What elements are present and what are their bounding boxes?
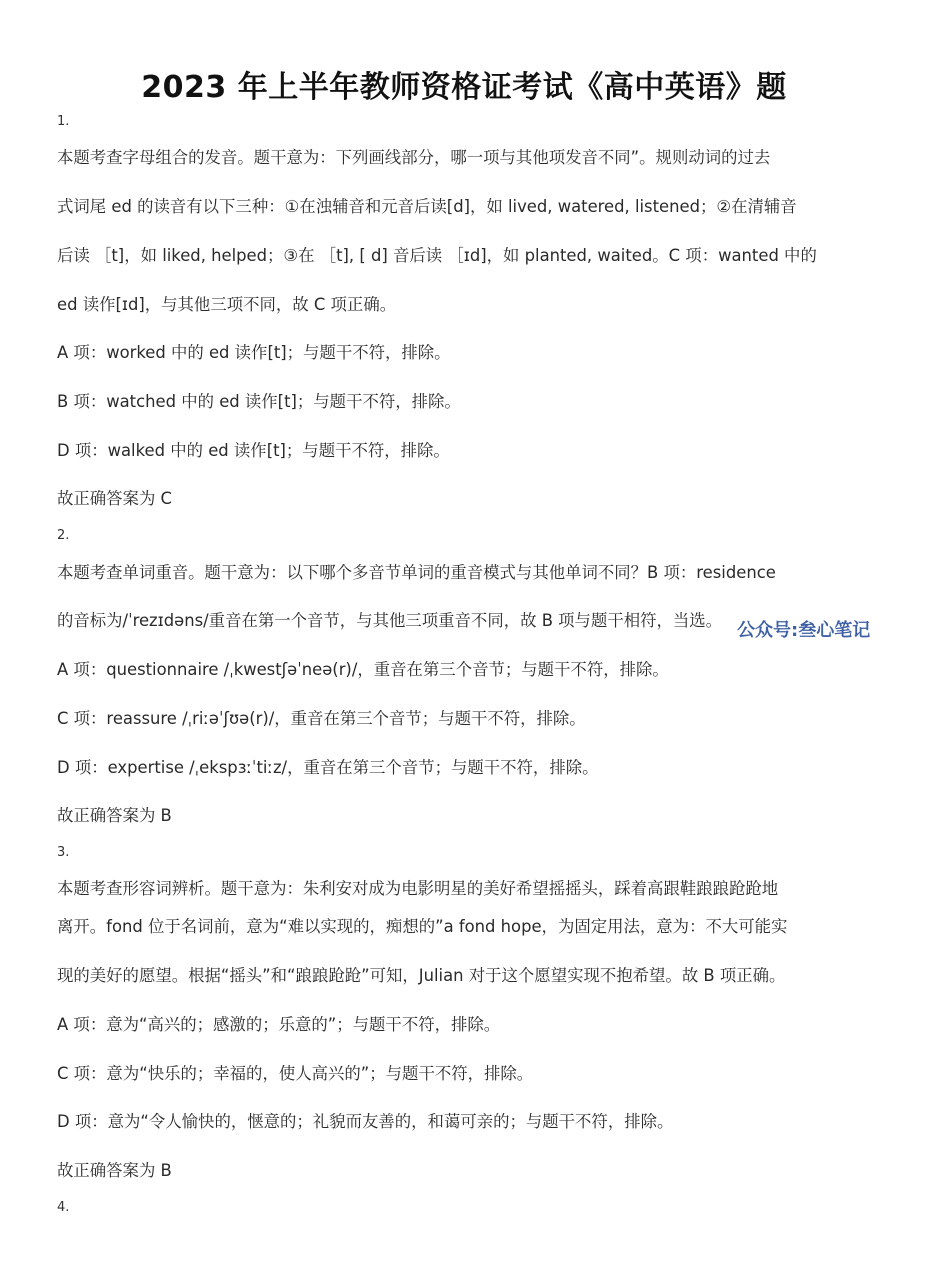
page-title: 2023 年上半年教师资格证考试《高中英语》题	[141, 70, 787, 105]
question-2-option-a: A 项：questionnaire /ˌkwestʃəˈneə(r)/，重音在第三个音节；与题干不符，排除。	[57, 660, 669, 679]
question-3-line-3: 现的美好的愿望。根据“摇头”和“踉踉跄跄”可知，Julian 对于这个愿望实现不抱希望。故 B 项正确。	[57, 966, 786, 985]
question-1-number: 1.	[57, 114, 70, 129]
question-3-number: 3.	[57, 845, 70, 860]
question-3-option-d: D 项：意为“令人愉快的，惬意的；礼貌而友善的，和蔼可亲的；与题干不符，排除。	[57, 1112, 674, 1131]
question-3-answer: 故正确答案为 B	[57, 1161, 172, 1180]
question-3-option-a: A 项：意为“高兴的；感激的；乐意的”；与题干不符，排除。	[57, 1015, 501, 1034]
question-3-option-c: C 项：意为“快乐的；幸福的，使人高兴的”；与题干不符，排除。	[57, 1064, 534, 1083]
watermark: 公众号:叁心笔记	[737, 620, 871, 641]
question-2-number: 2.	[57, 528, 70, 543]
question-2-option-d: D 项：expertise /ˌekspɜːˈtiːz/，重音在第三个音节；与题干不符，排除。	[57, 758, 599, 777]
question-1-option-d: D 项：walked 中的 ed 读作[t]；与题干不符，排除。	[57, 441, 450, 460]
question-1-line-2: 式词尾 ed 的读音有以下三种：①在浊辅音和元音后读[d]，如 lived, watered, listened；②在清辅音	[57, 197, 797, 216]
question-2-line-1: 本题考查单词重音。题干意为：以下哪个多音节单词的重音模式与其他单词不同？B 项：residence	[57, 563, 776, 582]
question-1-line-4: ed 读作[ɪd]，与其他三项不同，故 C 项正确。	[57, 295, 397, 314]
question-3-line-1: 本题考查形容词辨析。题干意为：朱利安对成为电影明星的美好希望摇摇头，踩着高跟鞋踉踉跄跄地	[57, 879, 779, 898]
question-1-line-1: 本题考查字母组合的发音。题干意为：下列画线部分，哪一项与其他项发音不同”。规则动词的过去	[57, 148, 771, 167]
question-2-option-c: C 项：reassure /ˌriːəˈʃʊə(r)/，重音在第三个音节；与题干不符，排除。	[57, 709, 586, 728]
question-2-answer: 故正确答案为 B	[57, 806, 172, 825]
question-1-answer: 故正确答案为 C	[57, 489, 172, 508]
question-3-line-2: 离开。fond 位于名词前，意为“难以实现的，痴想的”a fond hope，为固定用法，意为：不大可能实	[57, 917, 788, 936]
question-1-option-a: A 项：worked 中的 ed 读作[t]；与题干不符，排除。	[57, 343, 451, 362]
question-1-option-b: B 项：watched 中的 ed 读作[t]；与题干不符，排除。	[57, 392, 461, 411]
question-2-line-2: 的音标为/ˈrezɪdəns/重音在第一个音节，与其他三项重音不同，故 B 项与题干相符，当选。	[57, 611, 723, 630]
question-4-number: 4.	[57, 1200, 70, 1215]
question-1-line-3: 后读 ［t]，如 liked, helped；③在 ［t], [ d] 音后读 ［ɪd]，如 planted, waited。C 项：wanted 中的	[57, 246, 817, 265]
